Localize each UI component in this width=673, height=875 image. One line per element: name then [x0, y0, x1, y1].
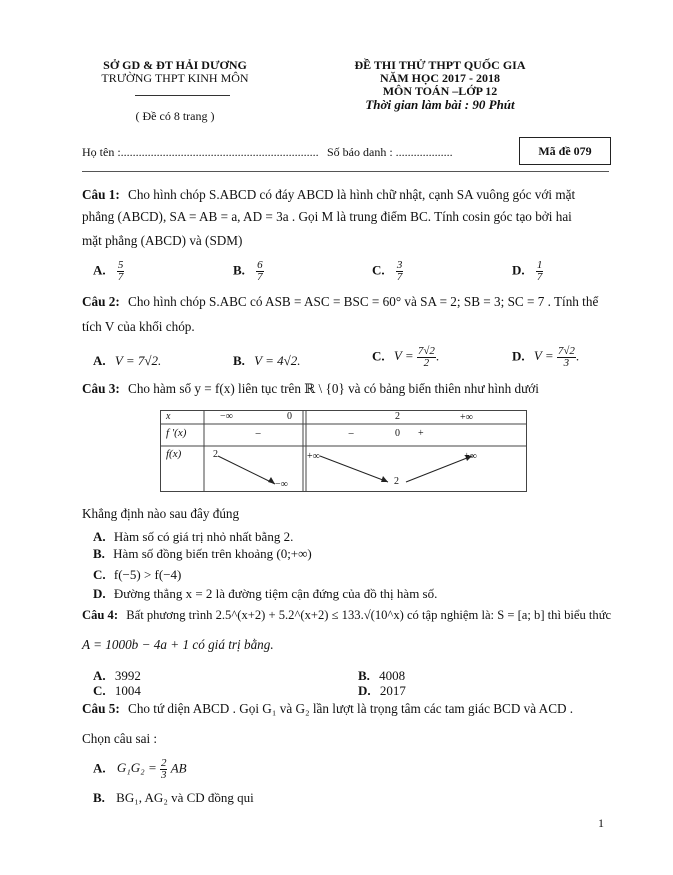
q1-option-a-label: A.	[93, 262, 106, 278]
q1-option-d-den: 7	[536, 271, 543, 283]
q4-option-b[interactable]	[358, 668, 405, 684]
q1-option-c[interactable]	[372, 260, 403, 283]
variation-table	[160, 410, 527, 492]
vt-x-zero: 0	[287, 411, 292, 422]
q1-line3: mặt phẳng (ABCD) và (SDM)	[82, 233, 243, 248]
q3-option-c[interactable]	[93, 567, 181, 583]
q4-option-b-text: 4008	[379, 668, 406, 683]
q2-option-a-label: A.	[93, 353, 106, 368]
q2-option-d-text: V =	[533, 348, 554, 364]
q1-line1	[82, 186, 575, 204]
q4-option-a[interactable]	[93, 668, 141, 684]
q5-line1	[82, 700, 573, 718]
q2-option-d-label: D.	[512, 348, 525, 364]
q2-option-d[interactable]: D. V = $\frac{7√2}{3}$ .	[512, 345, 580, 369]
q4-line2: A = 1000b − 4a + 1 có giá trị bằng.	[82, 637, 274, 652]
school-year: NĂM HỌC 2017 - 2018	[380, 71, 500, 85]
vt-x-plus-inf: +∞	[460, 412, 473, 423]
q5-option-a[interactable]	[93, 758, 187, 781]
dept-name: SỞ GD & ĐT HẢI DƯƠNG	[103, 58, 247, 72]
student-name-field: Họ tên :..................................................................	[82, 145, 319, 159]
q5-text1: Cho tứ diện ABCD . Gọi G₁ và G₂ lần lượt là trọng tâm các tam giác BCD và ACD .	[128, 701, 574, 716]
arrow-head-2	[381, 476, 388, 482]
q2-line2: tích V của khối chóp.	[82, 319, 195, 334]
info-divider	[82, 171, 609, 172]
q1-option-c-label: C.	[372, 262, 385, 278]
q3-option-a[interactable]	[93, 529, 293, 545]
arrow-decreasing-1	[218, 456, 275, 484]
q3-option-d-text: Đường thẳng x = 2 là đường tiệm cận đứng của đồ thị hàm số.	[113, 586, 438, 601]
q2-line1	[82, 293, 598, 311]
vt-x-minus-inf: −∞	[220, 411, 233, 422]
vt-fp-minus-2: −	[348, 428, 355, 440]
vt-f-right-top: +∞	[464, 451, 477, 462]
q4-option-a-label: A.	[93, 668, 106, 683]
q2-text1: Cho hình chóp S.ABC có ASB = ASC = BSC = 60° và SA = 2; SB = 3; SC = 7 . Tính thể	[128, 294, 599, 309]
page-number: 1	[598, 816, 604, 830]
q5-option-a-pre: G₁G₂ =	[116, 760, 157, 776]
q1-option-b-fraction	[256, 260, 264, 283]
vt-f-min: 2	[394, 476, 399, 487]
vt-x-two: 2	[395, 411, 400, 422]
subject: MÔN TOÁN –LỚP 12	[382, 84, 498, 98]
q3-label: Câu 3:	[82, 381, 120, 396]
q4-option-c-text: 1004	[114, 683, 141, 698]
q4-option-d[interactable]	[358, 683, 406, 699]
q1-option-c-fraction	[396, 260, 404, 283]
q1-option-b-label: B.	[233, 262, 245, 278]
q4-option-c-label: C.	[93, 683, 106, 698]
q5-label: Câu 5:	[82, 701, 120, 716]
q1-option-d-label: D.	[512, 262, 525, 278]
q1-option-a-num: 5	[117, 259, 124, 271]
q2-option-c[interactable]: C. V = $\frac{7√2}{2}$ .	[372, 345, 440, 369]
q1-option-a[interactable]	[93, 260, 124, 283]
vt-f-label: f(x)	[166, 448, 182, 460]
page-count-note: ( Đề có 8 trang )	[135, 109, 215, 123]
vt-f-mid-top: +∞	[307, 451, 320, 462]
q4-line1	[82, 606, 611, 624]
q1-text1: Cho hình chóp S.ABCD có đáy ABCD là hình chữ nhật, cạnh SA vuông góc với mặt	[128, 187, 576, 202]
q2-option-c-text: V =	[393, 348, 414, 364]
q2-option-b[interactable]	[233, 353, 301, 369]
arrow-head-1	[268, 477, 275, 484]
q5-line2: Chọn câu sai :	[82, 731, 158, 746]
q3-option-d-label: D.	[93, 586, 106, 601]
exam-title: ĐỀ THI THỬ THPT QUỐC GIA	[354, 58, 526, 72]
q5-option-b-text: BG₁, AG₂ và CD đồng qui	[116, 790, 254, 805]
q2-option-c-den: 2	[423, 357, 430, 369]
exam-code: Mã đề 079	[538, 144, 592, 158]
q1-option-d[interactable]	[512, 260, 543, 283]
q3-option-d[interactable]	[93, 586, 437, 602]
vt-f-left-top: 2	[213, 449, 218, 460]
vt-fp-zero: 0	[395, 428, 400, 439]
q5-option-a-den: 3	[160, 769, 167, 781]
q1-option-b[interactable]	[233, 260, 264, 283]
q2-option-c-fraction	[417, 346, 436, 369]
vt-x-label: x	[166, 411, 171, 422]
q2-option-c-num: 7√2	[417, 345, 435, 357]
vt-fp-label: f '(x)	[166, 427, 187, 439]
q2-option-d-num: 7√2	[557, 345, 575, 357]
q3-option-c-label: C.	[93, 567, 106, 582]
q4-option-d-label: D.	[358, 683, 371, 698]
q5-option-a-label: A.	[93, 760, 106, 776]
arrow-increasing	[406, 456, 472, 482]
q5-option-b-label: B.	[93, 790, 105, 805]
q2-option-b-text: V = 4√2.	[254, 353, 301, 368]
exam-duration: Thời gian làm bài : 90 Phút	[365, 97, 515, 112]
q2-option-c-label: C.	[372, 348, 385, 364]
q3-option-a-label: A.	[93, 529, 106, 544]
q1-option-a-fraction	[117, 260, 125, 283]
vt-fp-minus-1: −	[255, 428, 262, 440]
q2-option-b-label: B.	[233, 353, 245, 368]
student-id-field: Số báo danh : ...................	[327, 145, 453, 159]
arrow-decreasing-2	[320, 456, 388, 482]
q4-option-a-text: 3992	[114, 668, 141, 683]
q5-option-a-num: 2	[160, 757, 167, 769]
q1-option-a-den: 7	[117, 271, 124, 283]
exam-code-box	[519, 137, 611, 165]
q1-option-d-num: 1	[536, 259, 543, 271]
q3-option-b-label: B.	[93, 546, 105, 561]
q3-option-b[interactable]	[93, 546, 312, 562]
q4-text1: Bất phương trình 2.5^(x+2) + 5.2^(x+2) ≤ 133.√(10^x) có tập nghiệm là: S = [a; b] thì biểu thức	[126, 608, 612, 622]
q1-line2: phẳng (ABCD), SA = AB = a, AD = 3a . Gọi M là trung điểm BC. Tính cosin góc tạo bởi hai	[82, 209, 572, 224]
q1-label: Câu 1:	[82, 187, 120, 202]
q1-option-d-fraction	[536, 260, 544, 283]
q4-option-c[interactable]	[93, 683, 141, 699]
q1-option-c-den: 7	[396, 271, 403, 283]
q1-option-b-num: 6	[257, 259, 263, 271]
vt-fp-plus: +	[418, 428, 424, 439]
q2-option-d-den: 3	[563, 357, 570, 369]
q2-option-d-fraction	[557, 346, 576, 369]
q4-option-b-label: B.	[358, 668, 370, 683]
q1-option-c-num: 3	[396, 259, 403, 271]
header-divider	[135, 95, 230, 96]
q2-label: Câu 2:	[82, 294, 120, 309]
q4-option-d-text: 2017	[379, 683, 406, 698]
q3-text1: Cho hàm số y = f(x) liên tục trên ℝ \ {0} và có bảng biến thiên như hình dưới	[128, 381, 539, 396]
vt-f-left-bottom: −∞	[275, 479, 288, 490]
q3-line1	[82, 380, 539, 398]
school-name: TRƯỜNG THPT KINH MÔN	[101, 71, 249, 85]
q3-option-a-text: Hàm số có giá trị nhỏ nhất bằng 2.	[113, 529, 294, 544]
q5-option-a-fraction	[160, 758, 168, 781]
q5-option-b[interactable]	[93, 790, 254, 806]
q3-prompt: Khẳng định nào sau đây đúng	[82, 506, 240, 521]
q3-option-c-text: f(−5) > f(−4)	[113, 567, 182, 582]
q3-option-b-text: Hàm số đồng biến trên khoảng (0;+∞)	[113, 546, 312, 561]
q4-label: Câu 4:	[82, 608, 119, 622]
q1-option-b-den: 7	[257, 271, 263, 283]
q2-option-a-text: V = 7√2.	[114, 353, 162, 368]
q2-option-a[interactable]	[93, 353, 161, 369]
q5-option-a-post: AB	[170, 760, 187, 776]
